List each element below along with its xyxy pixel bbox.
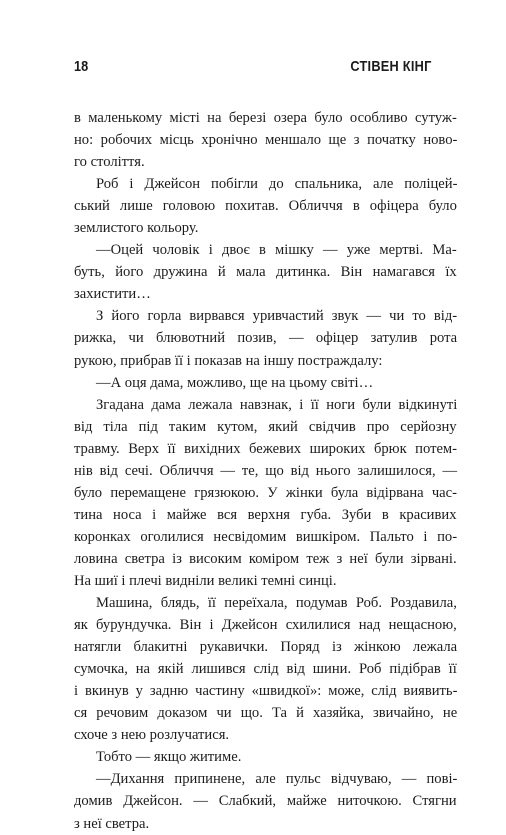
text-line: було перемащене грязюкою. У жінки була відірвана час-: [74, 484, 457, 501]
text-line: рижка, чи блювотний позив, — офіцер затулив рота: [74, 330, 458, 347]
paragraph: [74, 173, 457, 239]
running-head-author: СТІВЕН КІНГ: [350, 58, 432, 75]
text-line: З його горла вирвався уривчастий звук — чи то від-: [96, 308, 458, 325]
text-line: но: робочих місць хронічно меншало ще з початку ново-: [74, 132, 458, 149]
body-text: [74, 107, 457, 835]
paragraph: [74, 768, 457, 834]
text-line: тина носа і майже вся верхня губа. Зуби в красивих: [74, 506, 457, 523]
text-line: нів від сечі. Обличчя — те, що від нього залишилося, —: [74, 462, 458, 479]
text-line: від тіла під таким кутом, який свідчив про серйозну: [74, 418, 457, 435]
text-line: ловина светра із високим коміром теж з неї були зірвані.: [74, 550, 457, 567]
text-line: землистого кольору.: [74, 220, 199, 237]
paragraph: [74, 394, 457, 592]
text-line: захистити…: [74, 286, 151, 303]
text-line: На шиї і плечі видніли великі темні синці.: [74, 572, 337, 589]
paragraph: [74, 239, 457, 305]
text-line: сумочка, на якій лишився слід від шини. Роб підібрав її: [74, 661, 457, 678]
paragraph: [74, 107, 457, 173]
text-line: натягли блакитні рукавички. Поряд із жінкою лежала: [74, 639, 458, 656]
text-line: —А оця дама, можливо, ще на цьому світі…: [96, 374, 374, 391]
text-line: Згадана дама лежала навзнак, і її ноги були відкинуті: [96, 396, 458, 413]
text-line: з неї светра.: [74, 815, 150, 832]
paragraph: [74, 746, 457, 768]
text-line: схоче з нею розлучатися.: [74, 727, 230, 744]
text-line: —Оцей чоловік і двоє в мішку — уже мертві. Ма-: [96, 242, 457, 259]
text-line: —Дихання припинене, але пульс відчуваю, — пові-: [96, 771, 458, 788]
page-number: 18: [74, 58, 89, 75]
text-line: Машина, блядь, її переїхала, подумав Роб. Роздавила,: [96, 595, 457, 612]
text-line: домив Джейсон. — Слабкий, майже ниточкою. Стягни: [74, 793, 457, 810]
text-line: коронках оголилися несвідомим вишкіром. Пальто і по-: [74, 528, 458, 545]
text-line: буть, його дружина й мала дитинка. Він намагався їх: [74, 264, 457, 281]
paragraph: [74, 592, 457, 746]
text-line: рукою, прибрав її і показав на іншу постраждалу:: [74, 352, 383, 369]
text-line: ся речовим доказом чи що. Та й хазяйка, звичайно, не: [74, 705, 458, 722]
paragraph: [74, 372, 457, 394]
text-line: травму. Верх її вихідних бежевих широких брюк потем-: [74, 440, 458, 457]
text-line: і вкинув у задню частину «швидкої»: може, слід виявить-: [74, 683, 458, 700]
text-line: ський лише головою похитав. Обличчя в офіцера було: [74, 198, 457, 215]
paragraph: [74, 305, 457, 371]
text-line: Роб і Джейсон побігли до спальника, але поліцей-: [96, 176, 458, 193]
text-line: го століття.: [74, 154, 145, 171]
text-line: Тобто — якщо житиме.: [96, 749, 242, 766]
text-line: в маленькому місті на березі озера було особливо сутуж-: [74, 110, 457, 126]
text-line: як бурундучка. Він і Джейсон схилилися над нещасною,: [74, 617, 457, 634]
